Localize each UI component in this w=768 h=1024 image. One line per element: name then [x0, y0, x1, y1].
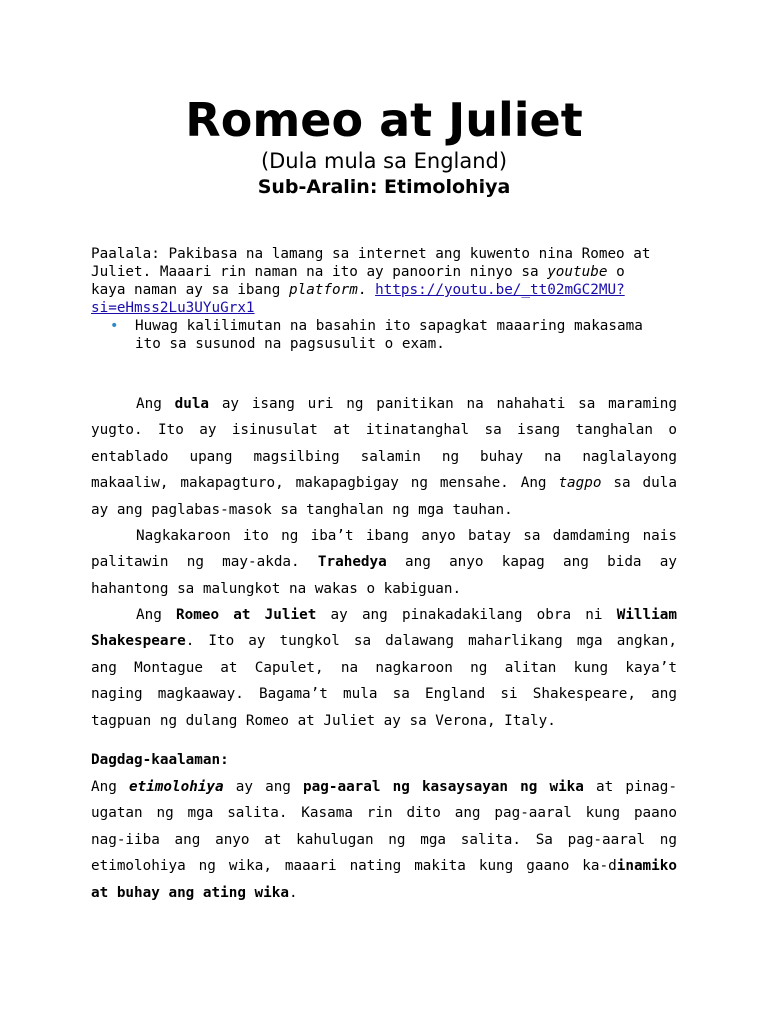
- reminder-note: [91, 245, 691, 317]
- youtube-link[interactable]: https://youtu.be/_tt02mGC2MU?: [375, 282, 625, 298]
- reminder-line-2: Juliet. Maaari rin naman na ito ay panoorin ninyo sa youtube o: [91, 264, 625, 280]
- youtube-link-continued[interactable]: si=eHmss2Lu3UYuGrx1: [91, 300, 255, 316]
- paragraph-etimolohiya: Ang etimolohiya ay ang pag-aaral ng kasaysayan ng wika at pinag- ugatan ng mga salita. Kasama rin dito ang pag-aaral kung paano nag-iiba ang anyo at kahulugan ng mga salita. Sa pag-aaral ng etimolohiya ng wika, maaari nating makita kung gaano ka-dinamiko at buhay ang ating wika.: [91, 779, 677, 901]
- paragraph-romeo-juliet: Ang Romeo at Juliet ay ang pinakadakilang obra ni William Shakespeare. Ito ay tungkol sa dalawang maharlikang mga angkan, ang Montague at Capulet, na nagkaroon ng alitan kung kaya’t naging magkaaway. Bagama’t mula sa England si Shakespeare, ang tagpuan ng dulang Romeo at Juliet ay sa Verona, Italy.: [91, 607, 677, 729]
- reminder-line-1: Paalala: Pakibasa na lamang sa internet ang kuwento nina Romeo at: [91, 246, 651, 262]
- page-title: Romeo at Juliet: [185, 93, 583, 147]
- reminder-line-3: kaya naman ay sa ibang platform. https://youtu.be/_tt02mGC2MU?: [91, 282, 625, 298]
- bullet-dot-icon: •: [110, 318, 119, 334]
- section-heading-dagdag: Dagdag-kaalaman:: [91, 752, 229, 768]
- paragraph-dula: Ang dula ay isang uri ng panitikan na nahahati sa maraming yugto. Ito ay isinusulat at itinatanghal sa isang tanghalan o entablado upang magsilbing salamin ng buhay na naglalayong makaaliw, makapagturo, makapagbigay ng mensahe. Ang tagpo sa dula ay ang paglabas-masok sa tanghalan ng mga tauhan.: [91, 396, 677, 518]
- bullet-text: Huwag kalilimutan na basahin ito sapagkat maaaring makasama ito sa susunod na pagsusulit o exam.: [135, 318, 643, 352]
- paragraph-trahedya: Nagkakaroon ito ng iba’t ibang anyo batay sa damdaming nais palitawin ng may-akda. Trahedya ang anyo kapag ang bida ay hahantong sa malungkot na wakas o kabiguan.: [91, 528, 677, 597]
- page-subtitle: (Dula mula sa England): [260, 149, 508, 173]
- lesson-heading: Sub-Aralin: Etimolohiya: [257, 176, 511, 198]
